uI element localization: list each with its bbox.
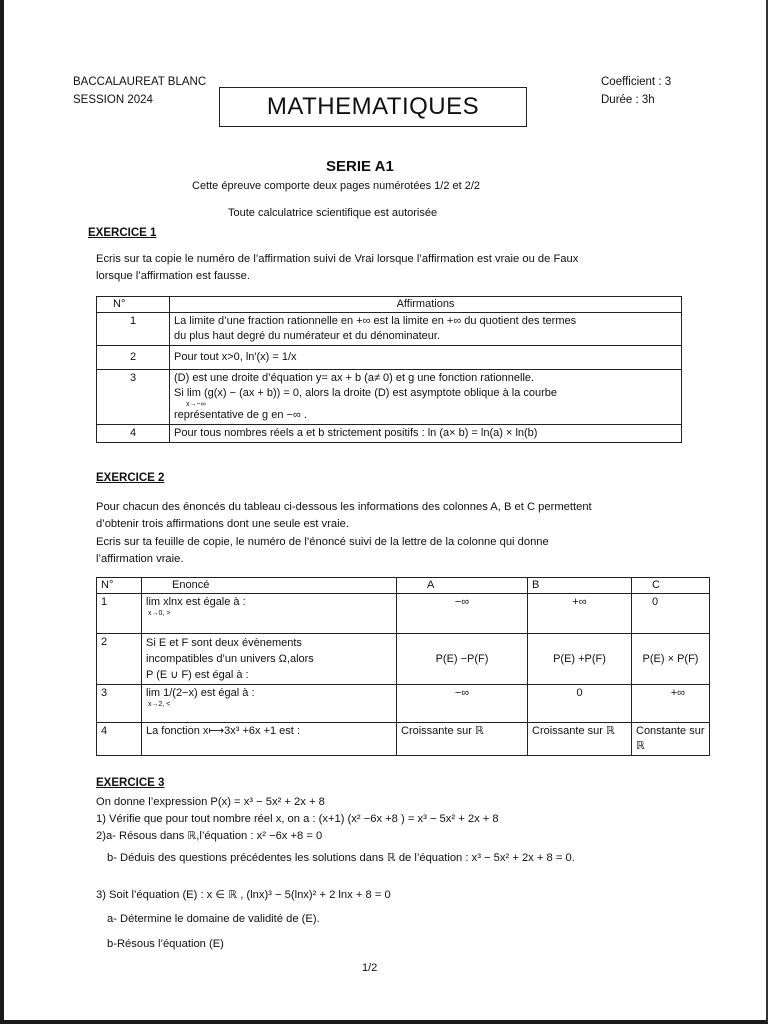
affirmation-line: du plus haut degré du numérateur et du dénominateur. bbox=[174, 330, 441, 342]
choice-b: Croissante sur ℝ bbox=[528, 723, 632, 756]
table-row bbox=[97, 313, 682, 346]
table-header-row bbox=[97, 297, 682, 313]
limit-subscript: x→0, > bbox=[148, 610, 171, 617]
choice-b: P(E) +P(F) bbox=[528, 634, 632, 685]
choice-c: +∞ bbox=[632, 685, 710, 723]
row-number: 1 bbox=[97, 594, 142, 634]
enonce-line: lim xlnx est égale à : bbox=[146, 596, 246, 608]
exercise3-line3: 2)a- Résous dans ℝ,l’équation : x² −6x +8 = 0 bbox=[96, 830, 323, 842]
row-number: 4 bbox=[97, 723, 142, 756]
col-b-header: B bbox=[528, 578, 632, 594]
limit-subscript: x→2, < bbox=[148, 701, 171, 708]
exercise2-instruction-line4: l’affirmation vraie. bbox=[96, 553, 184, 565]
col-number-header: N° bbox=[97, 578, 142, 594]
exercise3-line7: b-Résous l’équation (E) bbox=[107, 938, 224, 950]
enonce-line: Si E et F sont deux évènements bbox=[146, 637, 302, 649]
exercise3-title: EXERCICE 3 bbox=[96, 777, 165, 789]
table-row bbox=[97, 346, 682, 370]
intro-line1: Cette épreuve comporte deux pages numérotées 1/2 et 2/2 bbox=[192, 180, 481, 192]
exercise1-title: EXERCICE 1 bbox=[88, 227, 157, 239]
exercise3-line4: b- Déduis des questions précédentes les solutions dans ℝ de l’équation : x³ − 5x² + 2x + 8 = 0. bbox=[107, 852, 575, 864]
table-row bbox=[97, 634, 710, 685]
enonce-cell bbox=[142, 594, 397, 634]
table-row bbox=[97, 723, 710, 756]
affirmation-line: La limite d’une fraction rationnelle en +∞ est la limite en +∞ du quotient des termes bbox=[174, 315, 577, 327]
affirmation-line: Pour tout x>0, ln′(x) = 1/x bbox=[170, 346, 682, 370]
affirmation-line: Si lim (g(x) − (ax + b)) = 0, alors la droite (D) est asymptote oblique à la courbe bbox=[174, 387, 558, 399]
page-number: 1/2 bbox=[362, 962, 378, 974]
choice-a: Croissante sur ℝ bbox=[397, 723, 528, 756]
exercise2-instruction-line2: d’obtenir trois affirmations dont une seule est vraie. bbox=[96, 518, 349, 530]
row-number: 3 bbox=[97, 685, 142, 723]
choice-a: −∞ bbox=[397, 594, 528, 634]
choice-c: 0 bbox=[632, 594, 710, 634]
col-c-header: C bbox=[632, 578, 710, 594]
col-a-header: A bbox=[397, 578, 528, 594]
table-row bbox=[97, 685, 710, 723]
affirmation-line: Pour tous nombres réels a et b strictement positifs : ln (a× b) = ln(a) × ln(b) bbox=[170, 425, 682, 443]
table-header-row bbox=[97, 578, 710, 594]
exercise3-line2: 1) Vérifie que pour tout nombre réel x, on a : (x+1) (x² −6x +8 ) = x³ − 5x² + 2x + 8 bbox=[96, 813, 499, 825]
exercise2-title: EXERCICE 2 bbox=[96, 472, 165, 484]
choice-b: 0 bbox=[528, 685, 632, 723]
enonce-line: lim 1/(2−x) est égal à : bbox=[146, 687, 255, 699]
affirmation-cell bbox=[170, 370, 682, 425]
table-row bbox=[97, 370, 682, 425]
row-number: 2 bbox=[97, 634, 142, 685]
exercise2-instruction-line1: Pour chacun des énoncés du tableau ci-dessous les informations des colonnes A, B et C permettent bbox=[96, 501, 592, 513]
table-row bbox=[97, 594, 710, 634]
row-number: 1 bbox=[97, 313, 170, 346]
exercise3-line1: On donne l’expression P(x) = x³ − 5x² + 2x + 8 bbox=[96, 796, 325, 808]
header-left-line2: SESSION 2024 bbox=[73, 94, 153, 106]
exercise3-line5: 3) Soit l’équation (E) : x ∈ ℝ , (lnx)³ − 5(lnx)² + 2 lnx + 8 = 0 bbox=[96, 889, 391, 901]
exercise1-instruction-line2: lorsque l’affirmation est fausse. bbox=[96, 270, 251, 282]
row-number: 2 bbox=[97, 346, 170, 370]
choice-a: −∞ bbox=[397, 685, 528, 723]
enonce-line: La fonction x⟼3x³ +6x +1 est : bbox=[142, 723, 397, 756]
duration-label: Durée : 3h bbox=[601, 94, 655, 106]
enonce-cell bbox=[142, 634, 397, 685]
col-affirmations-header: Affirmations bbox=[170, 297, 682, 313]
limit-subscript: x→−∞ bbox=[186, 401, 206, 408]
affirmations-table bbox=[96, 296, 682, 443]
choice-a: P(E) −P(F) bbox=[397, 634, 528, 685]
enonce-cell bbox=[142, 685, 397, 723]
choice-c: P(E) × P(F) bbox=[632, 634, 710, 685]
coefficient-label: Coefficient : 3 bbox=[601, 76, 672, 88]
col-number-header: N° bbox=[97, 297, 170, 313]
affirmation-cell bbox=[170, 313, 682, 346]
choice-b: +∞ bbox=[528, 594, 632, 634]
row-number: 4 bbox=[97, 425, 170, 443]
affirmation-line: représentative de g en −∞ . bbox=[174, 409, 307, 421]
exercise2-instruction-line3: Ecris sur ta feuille de copie, le numéro de l’énoncé suivi de la lettre de la colonne qui donne bbox=[96, 536, 549, 548]
enonce-line: P (E ∪ F) est égal à : bbox=[146, 669, 249, 681]
page-title: MATHEMATIQUES bbox=[219, 87, 527, 127]
qcm-table bbox=[96, 577, 710, 756]
affirmation-line: (D) est une droite d’équation y= ax + b (a≠ 0) et g une fonction rationnelle. bbox=[174, 372, 535, 384]
serie-title: SERIE A1 bbox=[326, 158, 394, 175]
table-row bbox=[97, 425, 682, 443]
choice-c: Constante sur ℝ bbox=[632, 723, 710, 756]
exercise3-line6: a- Détermine le domaine de validité de (E). bbox=[107, 913, 320, 925]
header-left-line1: BACCALAUREAT BLANC bbox=[73, 76, 207, 88]
enonce-line: incompatibles d’un univers Ω,alors bbox=[146, 653, 314, 665]
intro-line2: Toute calculatrice scientifique est autorisée bbox=[228, 207, 438, 219]
exercise1-instruction-line1: Ecris sur ta copie le numéro de l’affirmation suivi de Vrai lorsque l’affirmation est vraie ou de Faux bbox=[96, 253, 579, 265]
col-enonce-header: Enoncé bbox=[142, 578, 397, 594]
row-number: 3 bbox=[97, 370, 170, 425]
